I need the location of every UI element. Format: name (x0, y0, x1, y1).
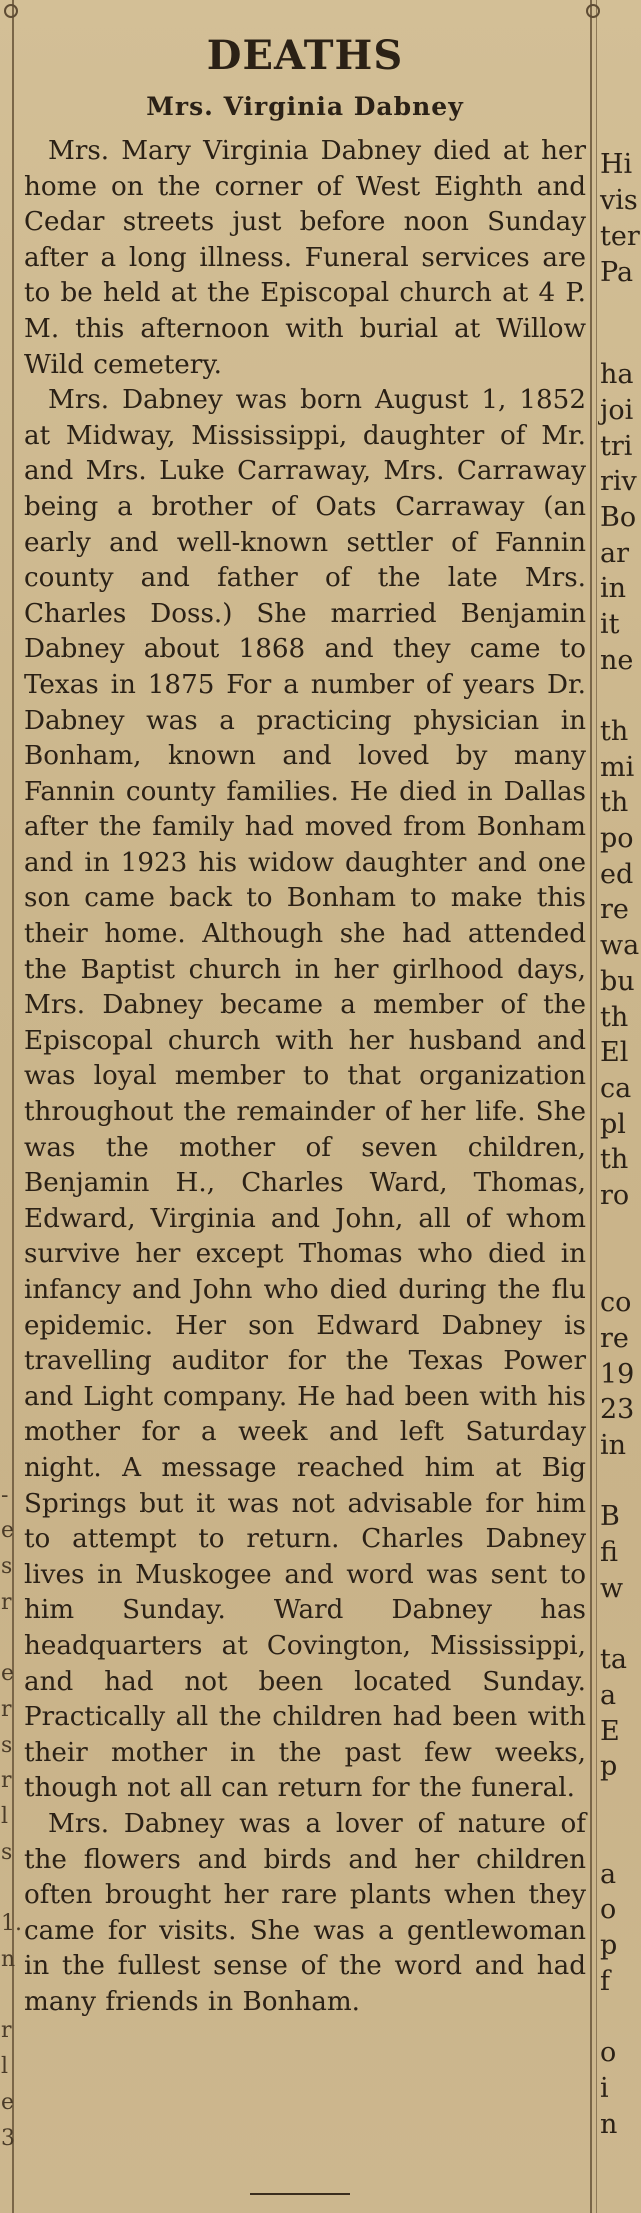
right-fragment: th (600, 787, 629, 818)
article-subheading: Mrs. Virginia Dabney (146, 92, 464, 121)
left-fragment: e (1, 1661, 15, 1686)
right-fragment: pl (600, 1109, 626, 1140)
left-column-cut-text (0, 0, 22, 2213)
right-fragment: re (600, 1323, 629, 1354)
left-fragment: - (1, 1483, 9, 1508)
right-fragment: it (600, 609, 620, 640)
right-fragment: tri (600, 431, 633, 462)
left-fragment: s (1, 1733, 13, 1758)
left-fragment: r (1, 1590, 12, 1615)
right-fragment: E (600, 1716, 620, 1747)
right-fragment: ro (600, 1180, 630, 1211)
left-fragment: 3 (1, 2126, 15, 2151)
left-fragment: l (1, 1804, 9, 1829)
right-fragment: w (600, 1573, 624, 1604)
article-paragraph: Mrs. Mary Virginia Dabney died at her home on the corner of West Eighth and Cedar streets just before noon Sunday after a long illness. Funeral services are to be held at the Episcopal church at 4 P. M. this afternoon with burial at Willow Wild cemetery. (24, 136, 586, 380)
right-fragment: Bo (600, 502, 637, 533)
left-fragment: r (1, 1697, 12, 1722)
right-fragment: p (600, 1930, 618, 1961)
left-fragment: e (1, 1518, 15, 1543)
article (24, 14, 586, 2020)
right-fragment: ha (600, 359, 634, 390)
article-paragraph: Mrs. Dabney was a lover of nature of the flowers and birds and her children often brought her rare plants when they came for visits. She was a gentlewoman in the fullest sense of the word and had many friends in Bonham. (24, 1808, 586, 2017)
left-fragment: r (1, 2018, 12, 2043)
right-fragment: ne (600, 645, 634, 676)
right-fragment: f (600, 1966, 610, 1997)
right-fragment: mi (600, 752, 635, 783)
right-fragment: Hi (600, 149, 633, 180)
right-fragment: th (600, 1144, 629, 1175)
article-paragraph: Mrs. Dabney was born August 1, 1852 at Midway, Mississippi, daughter of Mr. and Mrs. Luke Carraway, Mrs. Carraway being a brother of Oats Carraway (an early and well-known settler of Fannin county and father of the late Mrs. Charles Doss.) She married Benjamin Dabney about 1868 and they came to Texas in 1875 For a number of years Dr. Dabney was a practicing physician in Bonham, known and loved by many Fannin county families. He died in Dallas after the family had moved from Bonham and in 1923 his widow daughter and one son came back to Bonham to make this their home. Although she had attended the Baptist church in her girlhood days, Mrs. Dabney became a member of the Episcopal church with her husband and was loyal member to that organization throughout the remainder of her life. She was the mother of seven children, Benjamin H., Charles Ward, Thomas, Edward, Virginia and John, all of whom survive her except Thomas who died in infancy and John who died during the flu epidemic. Her son Edward Dabney is travelling auditor for the Texas Power and Light company. He had been with his mother for a week and left Saturday night. A message reached him at Big Springs but it was not advisable for him to attempt to return. Charles Dabney lives in Muskogee and word was sent to him Sunday. Ward Dabney has headquarters at Covington, Mississippi, and had not been located Sunday. Practically all the children had been with their mother in the past few weeks, though not all can return for the funeral. (24, 385, 586, 1804)
right-fragment: 23 (600, 1394, 635, 1425)
left-fragment: l (1, 2054, 9, 2079)
left-fragment: s (1, 1554, 13, 1579)
left-fragment: r (1, 1768, 12, 1793)
right-fragment: El (600, 1037, 629, 1068)
right-column-rule (590, 0, 592, 2213)
section-headline: DEATHS (206, 32, 404, 79)
right-fragment: re (600, 894, 629, 925)
right-fragment: in (600, 573, 627, 604)
left-fragment: 1. (1, 1911, 22, 1936)
right-fragment: ca (600, 1073, 632, 1104)
right-fragment: n (600, 2109, 618, 2140)
right-fragment: fi (600, 1537, 619, 1568)
right-fragment: ta (600, 1644, 627, 1675)
right-fragment: co (600, 1287, 632, 1318)
right-fragment: o (600, 1894, 617, 1925)
right-fragment: ter (600, 221, 640, 252)
right-fragment: th (600, 1002, 629, 1033)
right-fragment: th (600, 716, 629, 747)
end-of-article-rule (250, 2193, 350, 2195)
right-fragment: bu (600, 966, 635, 997)
right-fragment: ed (600, 859, 634, 890)
right-column-cut-text (598, 0, 641, 2213)
right-fragment: riv (600, 466, 637, 497)
right-fragment: in (600, 1430, 627, 1461)
right-fragment: po (600, 823, 634, 854)
left-fragment: n (1, 1947, 16, 1972)
right-fragment: vis (600, 185, 638, 216)
left-fragment: e (1, 2090, 15, 2115)
right-fragment: o (600, 2037, 617, 2068)
right-fragment: B (600, 1501, 620, 1532)
right-fragment: i (600, 2073, 609, 2104)
right-fragment: p (600, 1751, 618, 1782)
left-fragment: s (1, 1840, 13, 1865)
right-fragment: joi (600, 395, 634, 426)
right-fragment: a (600, 1680, 617, 1711)
right-fragment: Pa (600, 257, 634, 288)
right-fragment: a (600, 1859, 617, 1890)
right-fragment: ar (600, 538, 630, 569)
left-column-rule (12, 0, 14, 2213)
right-column-rule-inner (596, 0, 597, 2213)
right-fragment: wa (600, 930, 640, 961)
right-fragment: 19 (600, 1359, 635, 1390)
